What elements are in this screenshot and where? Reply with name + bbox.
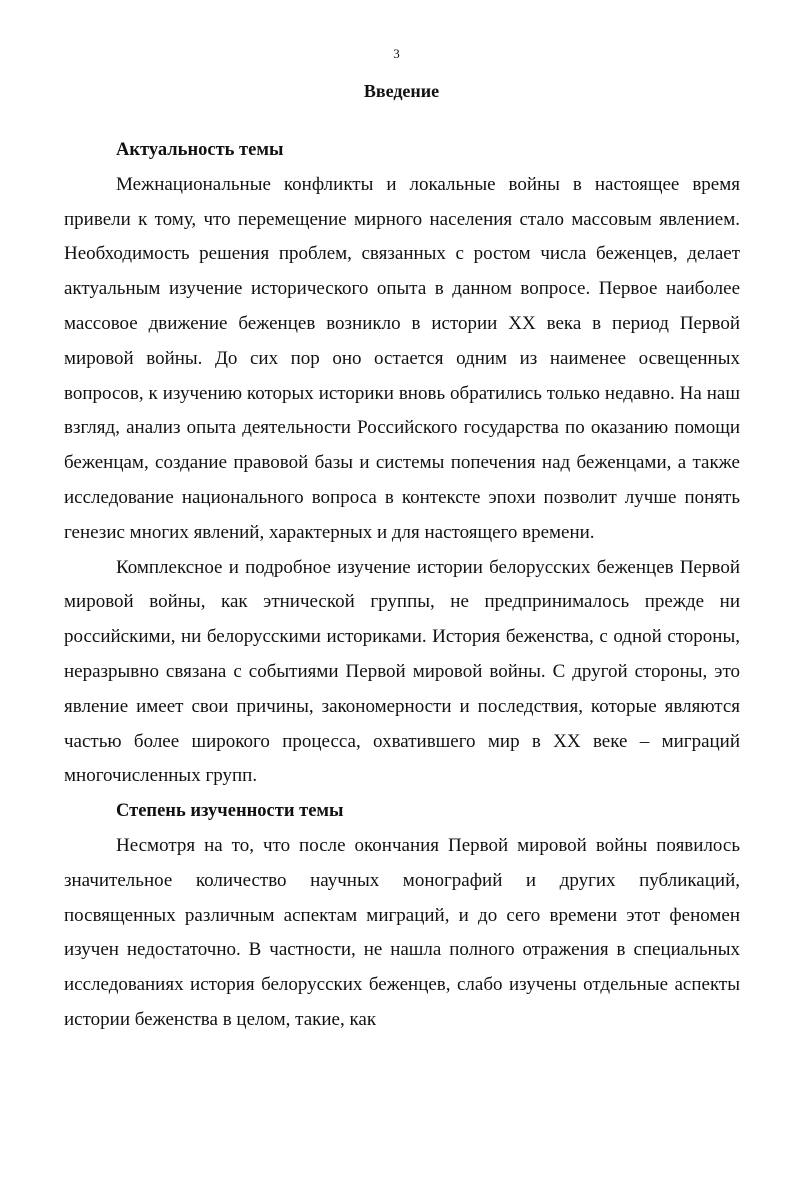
page-title: Введение: [363, 81, 440, 101]
section-heading-relevance: Актуальность темы: [116, 140, 284, 160]
paragraph: Комплексное и подробное изучение истории белорусских беженцев Первой мировой войны, как этнической группы, не предпринималось прежде ни российскими, ни белорусскими историками. История беженства, с одной стороны, неразрывно связана с событиями Первой мировой войны. С другой стороны, это явление имеет свои причины, закономерности и последствия, которые являются частью более широкого процесса, охватившего мир в XX веке – миграций многочисленных групп.: [64, 556, 740, 787]
section-heading-study-degree: Степень изученности темы: [116, 801, 344, 822]
page-number: 3: [393, 46, 400, 61]
paragraph: Несмотря на то, что после окончания Первой мировой войны появилось значительное количество научных монографий и других публикаций, посвященных различным аспектам миграций, и до сего времени этот феномен изучен недостаточно. В частности, не нашла полного отражения в специальных исследованиях история белорусских беженцев, слабо изучены отдельные аспекты истории беженства в целом, такие, как: [64, 834, 740, 1030]
document-body: [64, 133, 740, 1038]
paragraph: Межнациональные конфликты и локальные войны в настоящее время привели к тому, что перемещение мирного населения стало массовым явлением. Необходимость решения проблем, связанных с ростом числа беженцев, делает актуальным изучение исторического опыта в данном вопросе. Первое наиболее массовое движение беженцев возникло в истории XX века в период Первой мировой войны. До сих пор оно остается одним из наименее освещенных вопросов, к изучению которых историки вновь обратились только недавно. На наш взгляд, анализ опыта деятельности Российского государства по оказанию помощи беженцам, создание правовой базы и системы попечения над беженцами, а также исследование национального вопроса в контексте эпохи позволит лучше понять генезис многих явлений, характерных и для настоящего времени.: [64, 173, 740, 543]
